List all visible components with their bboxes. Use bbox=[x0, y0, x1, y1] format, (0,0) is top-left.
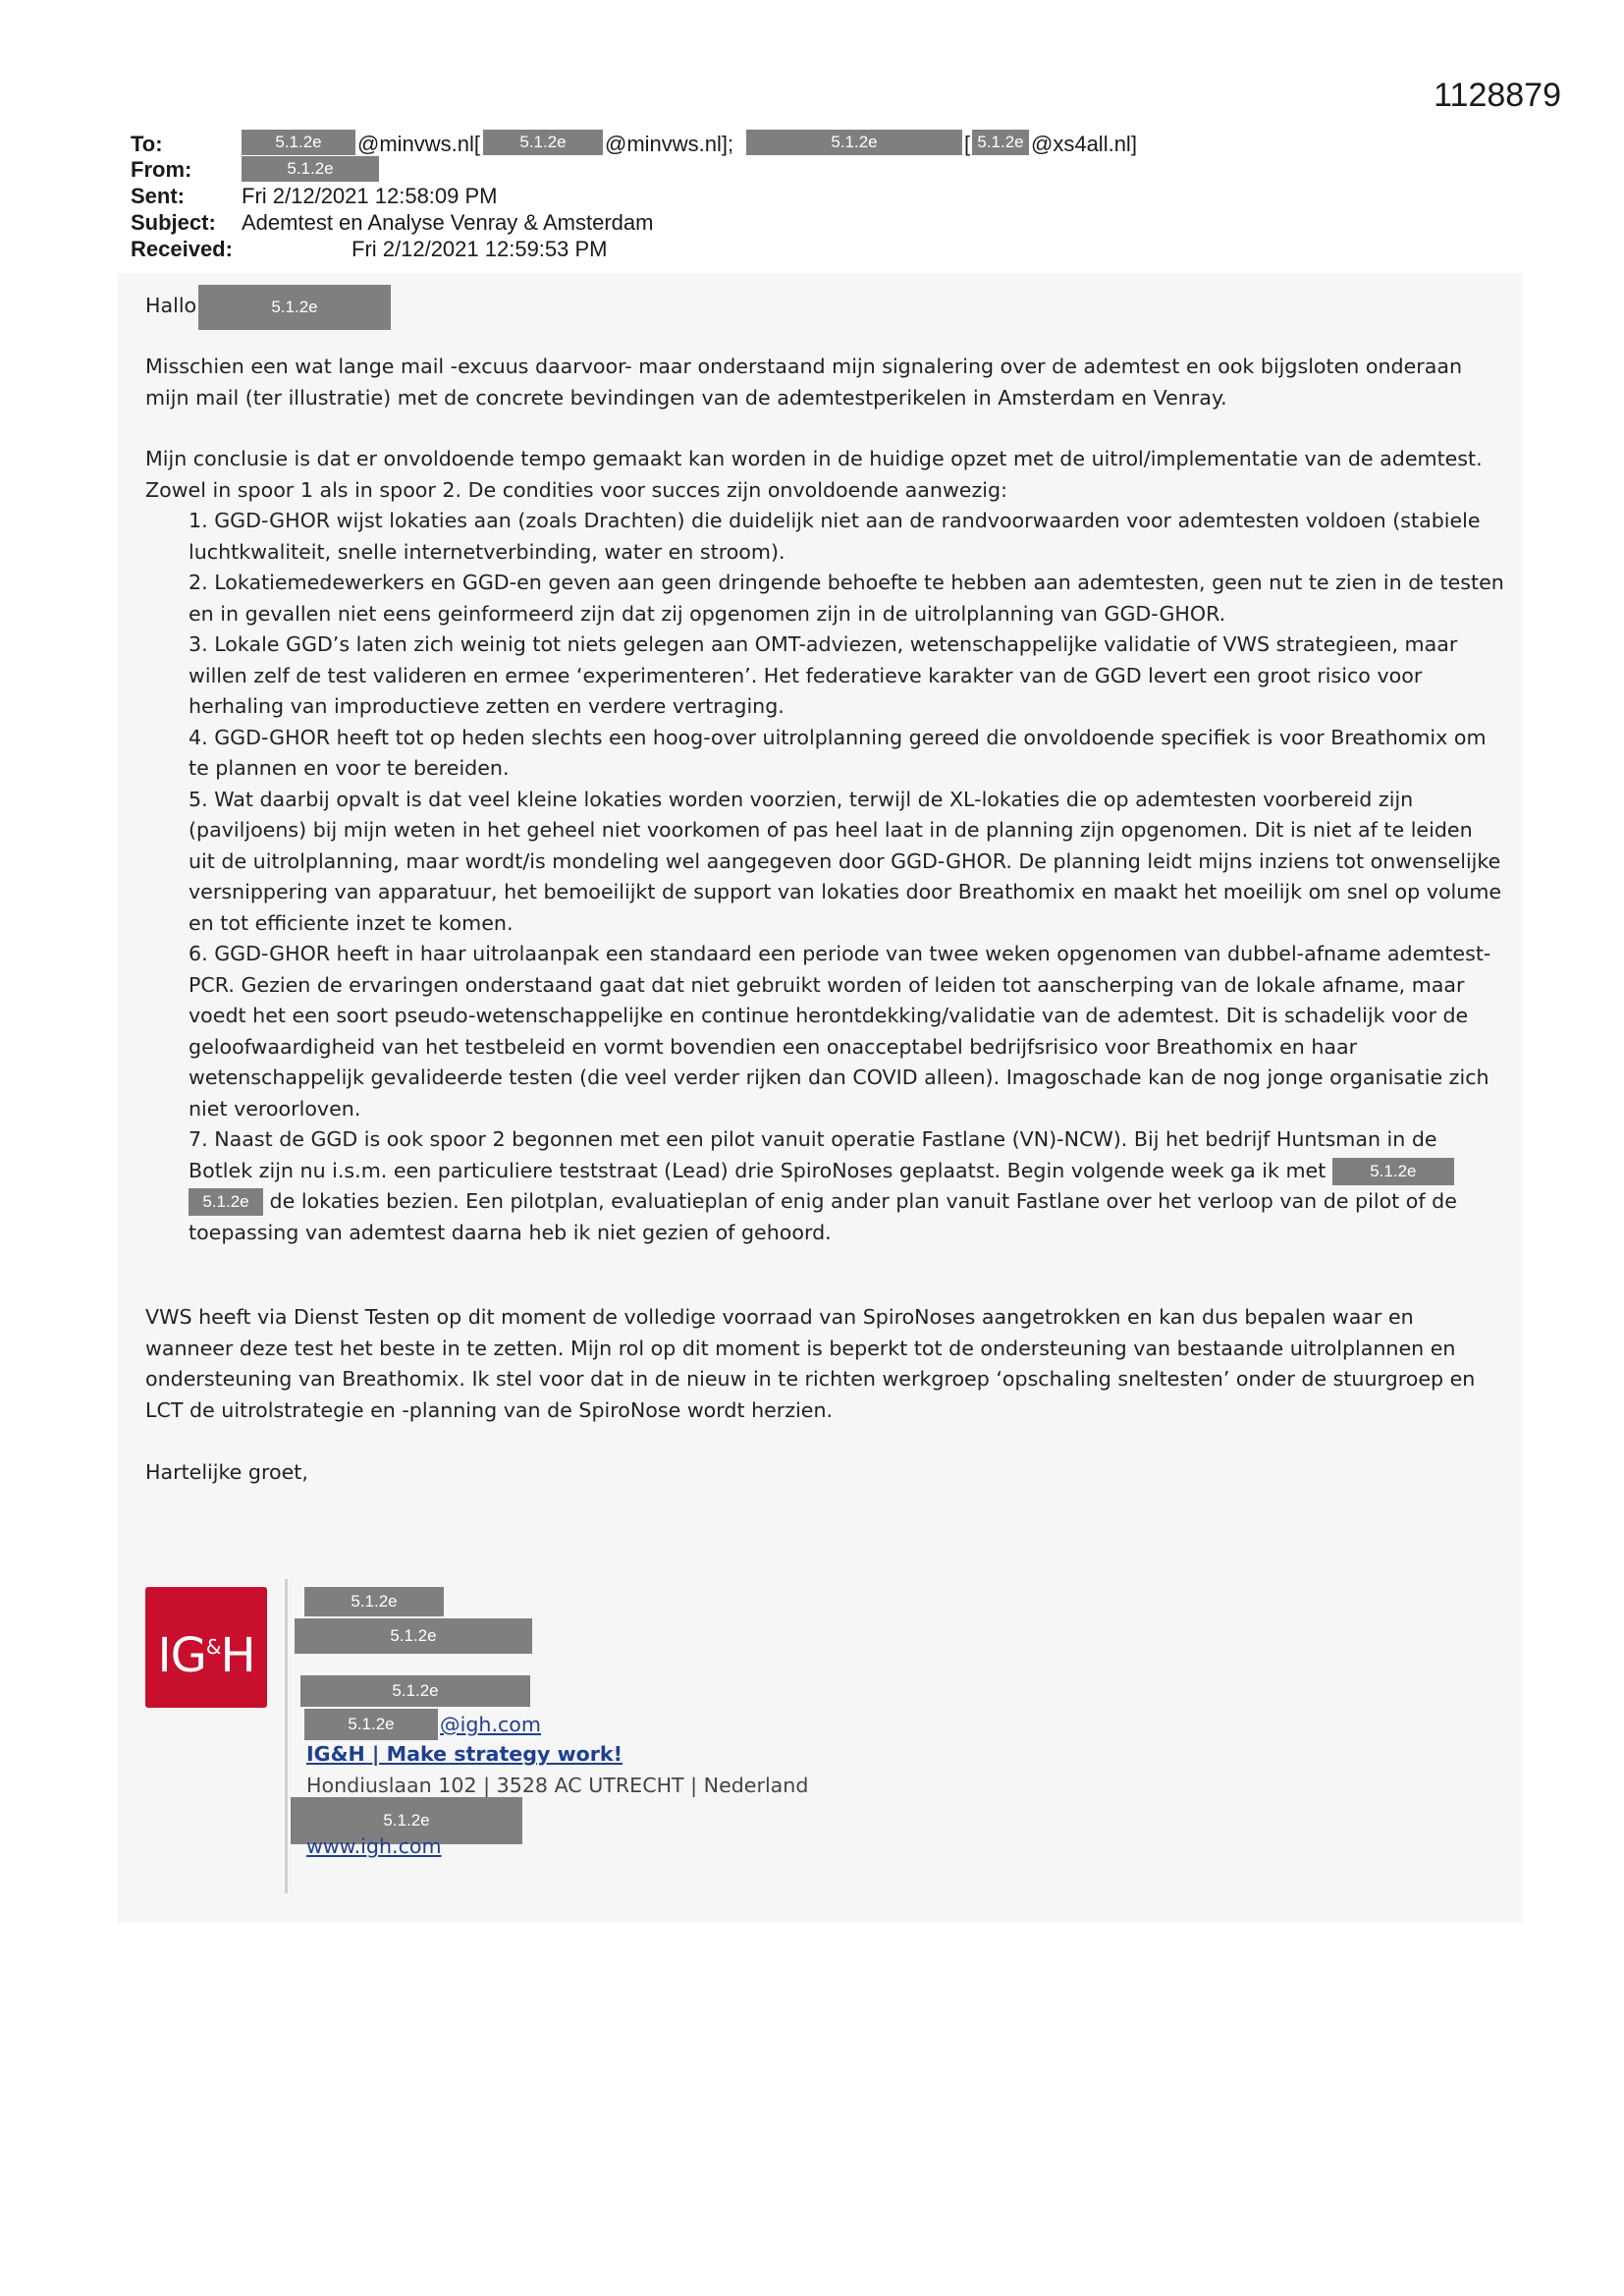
subject-value: Ademtest en Analyse Venray & Amsterdam bbox=[242, 210, 654, 235]
conclusion-paragraph bbox=[145, 444, 1500, 506]
list-item: 5. Wat daarbij opvalt is dat veel kleine lokaties worden voorzien, terwijl de XL-lokaties die op ademtesten voorbereid zijn (paviljoens) bij mijn weten in het geheel niet voorkomen of pas heel laat in de planning zijn opgenomen. Dit is niet af te leiden uit de uitrolplanning, maar wordt/is mondeling wel aangegeven door GGD-GHOR. De planning leidt mijns inziens tot onwenselijke versnippering van apparatuur, het bemoeilijkt de support van lokaties door Breathomix en maakt het moeilijk om snel op volume en tot efficiente inzet te komen. bbox=[189, 787, 1502, 935]
list-item bbox=[189, 1124, 1504, 1248]
redaction-box: 5.1.2e bbox=[291, 1797, 522, 1844]
redaction-box: 5.1.2e bbox=[304, 1587, 444, 1616]
findings-list bbox=[189, 506, 1504, 1248]
point7-text-a: 7. Naast de GGD is ook spoor 2 begonnen met een pilot vanuit operatie Fastlane (VN)-NCW). Bij het bedrijf Huntsman in de Botlek zijn nu i.s.m. een particuliere teststraat (Lead) drie SpiroNoses geplaatst. Begin volgende week ga ik met bbox=[189, 1127, 1437, 1182]
redaction-box: 5.1.2e bbox=[242, 156, 379, 182]
signature-tagline[interactable] bbox=[306, 1742, 623, 1766]
point7-text-b: de lokaties bezien. Een pilotplan, evaluatieplan of enig ander plan vanuit Fastlane over het verloop van de pilot of de toepassing van ademtest daarna heb ik niet gezien of gehoord. bbox=[189, 1189, 1457, 1244]
signature-email[interactable] bbox=[440, 1713, 541, 1736]
redaction-box: 5.1.2e bbox=[242, 130, 355, 155]
from-row bbox=[131, 157, 191, 183]
received-label: Received: bbox=[131, 237, 233, 261]
signature-address: Hondiuslaan 102 | 3528 AC UTRECHT | Nederland bbox=[306, 1774, 809, 1797]
signature-website[interactable] bbox=[306, 1834, 442, 1858]
redaction-box: 5.1.2e bbox=[483, 130, 603, 155]
signature-divider bbox=[285, 1579, 288, 1893]
to-address-1: @minvws.nl[ bbox=[357, 132, 481, 156]
to-address-2: @minvws.nl]; bbox=[605, 132, 734, 156]
redaction-box: 5.1.2e bbox=[295, 1618, 532, 1654]
sent-row bbox=[131, 184, 185, 209]
tagline-link[interactable]: IG&H | Make strategy work! bbox=[306, 1742, 623, 1766]
igh-logo: IG&H bbox=[145, 1587, 267, 1708]
email-link[interactable]: @igh.com bbox=[440, 1713, 541, 1736]
sign-off-text: Hartelijke groet, bbox=[145, 1460, 308, 1484]
to-address-3: [ bbox=[964, 132, 971, 156]
redaction-box: 5.1.2e bbox=[972, 130, 1029, 155]
sent-label: Sent: bbox=[131, 184, 185, 208]
website-link[interactable]: www.igh.com bbox=[306, 1834, 442, 1858]
to-address-4: @xs4all.nl] bbox=[1031, 132, 1137, 156]
closing-text: VWS heeft via Dienst Testen op dit moment de volledige voorraad van SpiroNoses aangetrokken en kan dus bepalen waar en wanneer deze test het beste in te zetten. Mijn rol op dit moment is beperkt tot de ondersteuning van bestaande uitrolplannen en ondersteuning van Breathomix. Ik stel voor dat in de nieuw in te richten werkgroep ‘opschaling sneltesten’ onder de stuurgroep en LCT de uitrolstrategie en -planning van de SpiroNose wordt herzien. bbox=[145, 1305, 1476, 1422]
redaction-box: 5.1.2e bbox=[304, 1709, 438, 1740]
greeting-text: Hallo bbox=[145, 294, 197, 317]
to-row bbox=[131, 132, 163, 157]
received-value: Fri 2/12/2021 12:59:53 PM bbox=[352, 237, 608, 261]
list-item: 4. GGD-GHOR heeft tot op heden slechts een hoog-over uitrolplanning gereed die onvoldoende specifiek is voor Breathomix om te plannen en voor te bereiden. bbox=[189, 725, 1487, 780]
sent-value: Fri 2/12/2021 12:58:09 PM bbox=[242, 184, 498, 208]
redaction-box: 5.1.2e bbox=[746, 130, 962, 155]
conclusion-text: Mijn conclusie is dat er onvoldoende tempo gemaakt kan worden in de huidige opzet met de uitrol/implementatie van de ademtest. Zowel in spoor 1 als in spoor 2. De condities voor succes zijn onvoldoende aanwezig: bbox=[145, 447, 1483, 502]
redaction-box: 5.1.2e bbox=[1332, 1158, 1454, 1185]
from-label: From: bbox=[131, 157, 192, 182]
redaction-box: 5.1.2e bbox=[198, 285, 391, 330]
list-item: 3. Lokale GGD’s laten zich weinig tot niets gelegen aan OMT-adviezen, wetenschappelijke validatie of VWS strategieen, maar willen zelf de test valideren en ermee ‘experimenteren’. Het federatieve karakter van de GGD levert een groot risico voor herhaling van improductieve zetten en verdere vertraging. bbox=[189, 632, 1458, 718]
redaction-box: 5.1.2e bbox=[300, 1675, 530, 1707]
sign-off bbox=[145, 1457, 1500, 1489]
received-row bbox=[131, 237, 233, 262]
intro-paragraph bbox=[145, 352, 1500, 413]
list-item: 2. Lokatiemedewerkers en GGD-en geven aan geen dringende behoefte te hebben aan ademtesten, geen nut te zien in de testen en in gevallen niet eens geinformeerd zijn dat zij opgenomen zijn in de uitrolplanning van GGD-GHOR. bbox=[189, 571, 1504, 626]
list-item: 1. GGD-GHOR wijst lokaties aan (zoals Drachten) die duidelijk niet aan de randvoorwaarden voor ademtesten voldoen (stabiele luchtkwaliteit, snelle internetverbinding, water en stroom). bbox=[189, 509, 1481, 564]
list-item: 6. GGD-GHOR heeft in haar uitrolaanpak een standaard een periode van twee weken opgenomen van dubbel-afname ademtest-PCR. Gezien de ervaringen onderstaand gaat dat niet gebruikt worden of leiden tot aanscherping van de lokale afname, maar voedt het een soort pseudo-wetenschappelijke en continue herontdekking/validatie van de ademtest. Dit is schadelijk voor de geloofwaardigheid van het testbeleid en vormt bovendien een onacceptabel bedrijfsrisico voor Breathomix en haar wetenschappelijk gevalideerde testen (die veel verder rijken dan COVID alleen). Imagoschade kan de nog jonge organisatie zich niet veroorloven. bbox=[189, 942, 1491, 1121]
subject-label: Subject: bbox=[131, 210, 216, 235]
intro-text: Misschien een wat lange mail -excuus daarvoor- maar onderstaand mijn signalering over de ademtest en ook bijgsloten onderaan mijn mail (ter illustratie) met de concrete bevindingen van de ademtestperikelen in Amsterdam en Venray. bbox=[145, 355, 1463, 410]
document-number: 1128879 bbox=[1434, 77, 1561, 114]
subject-row bbox=[131, 210, 216, 236]
closing-paragraph bbox=[145, 1302, 1500, 1426]
to-label: To: bbox=[131, 132, 163, 156]
redaction-box: 5.1.2e bbox=[189, 1188, 263, 1216]
